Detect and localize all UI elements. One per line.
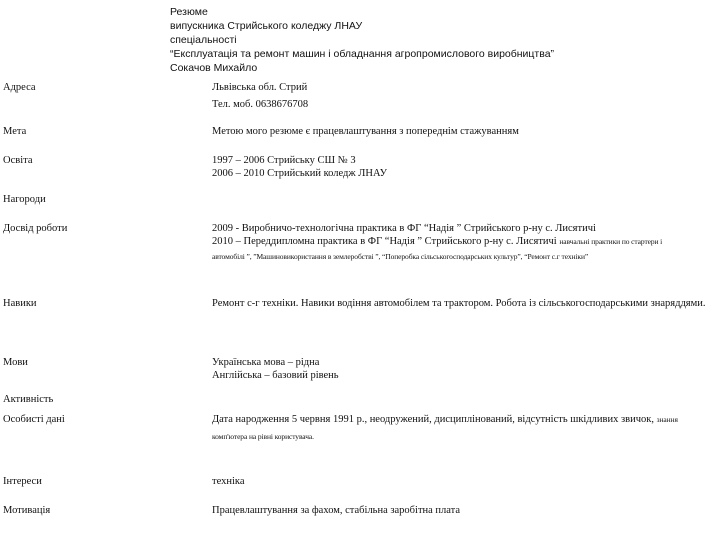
- language-ukrainian: Українська мова – рідна: [212, 357, 320, 368]
- education-label: Освіта: [3, 155, 33, 166]
- personal-main: Дата народження 5 червня 1991 р., неодружений, дисциплінований, відсутність шкідливих звичок,: [212, 414, 654, 425]
- address-phone: Тел. моб. 0638676708: [212, 99, 309, 110]
- address-label: Адреса: [3, 82, 36, 93]
- resume-subtitle: випускника Стрийського коледжу ЛНАУ: [170, 20, 363, 32]
- skills-text: Ремонт с-г техніки. Навики водіння автомобілем та трактором. Робота із сільськогосподарськими знаряддями.: [212, 298, 706, 309]
- personal-small2: комп'ютера на рівні користувача.: [212, 432, 314, 441]
- activity-label: Активність: [3, 394, 54, 405]
- experience-2010: [212, 235, 715, 248]
- personal-label: Особисті дані: [3, 414, 65, 425]
- specialty-label: спеціальності: [170, 34, 237, 46]
- interests-text: техніка: [212, 476, 245, 487]
- goal-text: Метою мого резюме є працевлаштування з попереднім стажуванням: [212, 126, 519, 137]
- address-city: Львівська обл. Стрий: [212, 82, 308, 93]
- experience-label: Досвід роботи: [3, 223, 68, 234]
- languages-label: Мови: [3, 357, 28, 368]
- candidate-name: Сокачов Михайло: [170, 62, 258, 74]
- resume-title: Резюме: [170, 6, 208, 18]
- experience-practices: автомобілі ”, ”Машиновикористання в землеробстві ”, “Поперобка сільськогосподарських культур”, “Ремонт с.г техніки”: [212, 252, 589, 261]
- motivation-label: Мотивація: [3, 505, 51, 516]
- skills-label: Навики: [3, 298, 37, 309]
- personal-line1: [212, 413, 715, 426]
- experience-2010-main: 2010 – Переддипломна практика в ФГ “Надія ” Стрийського р-ну с. Лисятичі: [212, 236, 557, 247]
- awards-label: Нагороди: [3, 194, 46, 205]
- motivation-text: Працевлаштування за фахом, стабільна заробітна плата: [212, 505, 461, 516]
- interests-label: Інтереси: [3, 476, 42, 487]
- address-value: [212, 81, 715, 111]
- personal-value: [212, 413, 715, 443]
- education-school: 1997 – 2006 Стрийську СШ № 3: [212, 155, 356, 166]
- language-english: Англійська – базовий рівень: [212, 370, 339, 381]
- specialty-name: “Експлуатація та ремонт машин і обладнання агропромислового виробництва”: [170, 48, 555, 60]
- experience-2010-small: навчальні практики по стартери і: [559, 237, 663, 246]
- goal-label: Мета: [3, 126, 27, 137]
- experience-value: [212, 222, 715, 263]
- education-college: 2006 – 2010 Стрийський коледж ЛНАУ: [212, 168, 388, 179]
- education-value: [212, 154, 715, 180]
- personal-small1: знання: [656, 415, 678, 424]
- resume-header: [170, 5, 554, 75]
- experience-2009: 2009 - Виробничо-технологічна практика в ФГ “Надія ” Стрийського р-ну с. Лисятичі: [212, 223, 596, 234]
- languages-value: [212, 356, 715, 382]
